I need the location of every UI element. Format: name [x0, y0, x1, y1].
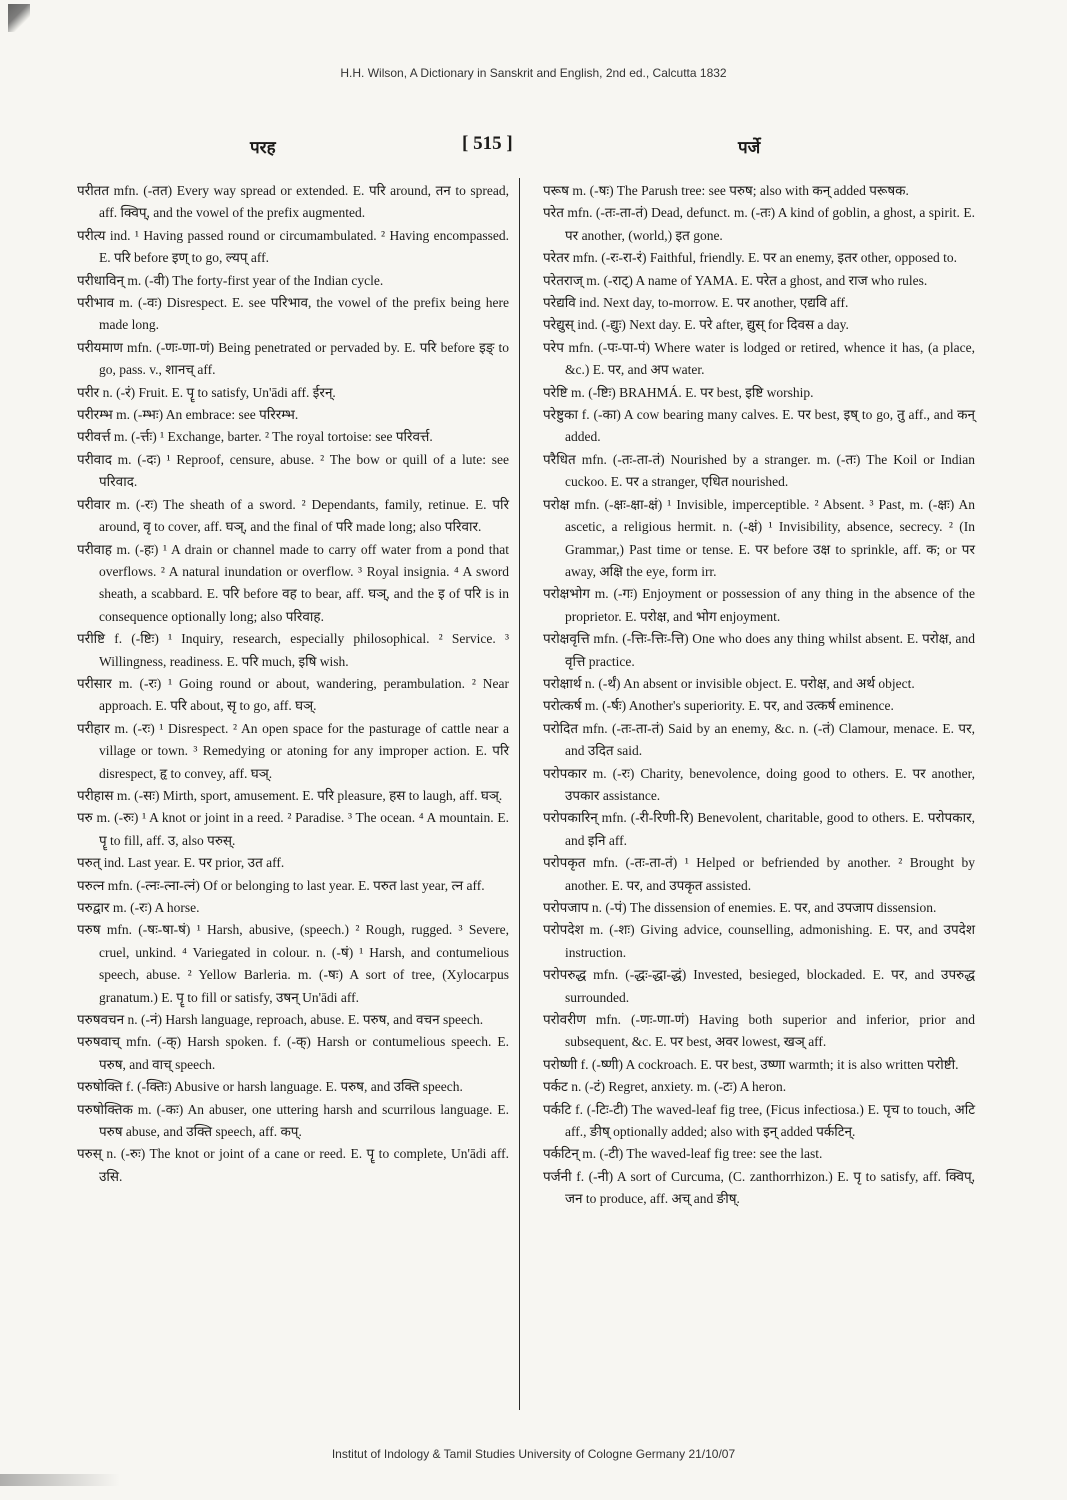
- dictionary-entry: पर्कटिन् m. (-टी) The waved-leaf fig tree: see the last.: [543, 1146, 823, 1162]
- dictionary-entry: परोष्णी f. (-ष्णी) A cockroach. E. पर best, उष्णा warmth; it is also written परोष्टी.: [543, 1056, 959, 1072]
- dictionary-entry: परुद्वार m. (-रः) A horse.: [77, 900, 200, 915]
- dictionary-entry: परेष्टि m. (-ष्टिः) BRAHMÁ. E. पर best, इष्टि worship.: [543, 384, 814, 400]
- dictionary-entry: परोक्षवृत्ति mfn. (-त्तिः-त्तिः-त्ति) One who does any thing whilst absent. E. परोक्ष, and वृत्ति practice.: [543, 631, 975, 669]
- dictionary-entry: परुषवाच् mfn. (-क्) Harsh spoken. f. (-क्) Harsh or contumelious speech. E. परुष, and वाच् speech.: [77, 1034, 509, 1072]
- dictionary-entry: परोक्षभोग m. (-गः) Enjoyment or possession of any thing in the absence of the proprietor. E. परोक्ष, and भोग enjoyment.: [543, 586, 975, 624]
- dictionary-entry: परीर n. (-रं) Fruit. E. पॄ to satisfy, Un'ādi aff. ईरन्.: [77, 384, 336, 400]
- dictionary-entry: परीष्टि f. (-ष्टिः) ¹ Inquiry, research, especially philosophical. ² Service. ³ Willingness, readiness. E. परि much, इषि wish.: [77, 631, 509, 669]
- header-right-word: पर्जे: [738, 138, 761, 157]
- dictionary-entry: परीतत mfn. (-तत) Every way spread or extended. E. परि around, तन to spread, aff. क्विप्, and the vowel of the prefix augmented.: [77, 183, 509, 221]
- left-column: [77, 180, 509, 1188]
- dictionary-entry: परीसार m. (-रः) ¹ Going round or about, wandering, perambulation. ² Near approach. E. परि about, सृ to go, aff. घञ्.: [77, 675, 509, 714]
- dictionary-entry: परूष m. (-षः) The Parush tree: see परुष; also with कन् added परूषक.: [543, 183, 909, 198]
- dictionary-entry: परोपदेश m. (-शः) Giving advice, counselling, admonishing. E. पर, and उपदेश instruction.: [543, 922, 975, 960]
- dictionary-entry: परीहार m. (-रः) ¹ Disrespect. ² An open space for the pasturage of cattle near a village or town. ³ Remedying or atoning for any improper action. E. परि disrespect, हृ to convey, aff. घञ्.: [77, 720, 509, 781]
- dictionary-entry: पर्कटि f. (-टिः-टी) The waved-leaf fig tree, (Ficus infectiosa.) E. पृच to touch, अटि aff., ङीष् optionally added; also with इन् added पर्कटिन्.: [543, 1101, 975, 1140]
- right-column: [543, 180, 975, 1211]
- footer-caption: Institut of Indology & Tamil Studies University of Cologne Germany 21/10/07: [331, 1447, 736, 1461]
- dictionary-entry: परोपरुद्ध mfn. (-द्धः-द्धा-द्धं) Invested, besieged, blockaded. E. पर, and उपरुद्ध surrounded.: [543, 967, 975, 1005]
- dictionary-entry: परुष mfn. (-षः-षा-षं) ¹ Harsh, abusive, (speech.) ² Rough, rugged. ³ Severe, cruel, unkind. ⁴ Variegated in colour. n. (-षं) ¹ Harsh, and contumelious speech, abuse. ² Yellow Barleria. m. (-षः) A sort of tree, (Xylocarpus granatum.) E. पॄ to fill or satisfy, उषन् Un'ādi aff.: [77, 922, 509, 1005]
- dictionary-entry: परोवरीण mfn. (-णः-णा-णं) Having both superior and inferior, prior and subsequent, &c. E. पर best, अवर lowest, खञ् aff.: [543, 1012, 975, 1050]
- scan-artifact-edge: [0, 1474, 120, 1486]
- dictionary-entry: परैधित mfn. (-तः-ता-तं) Nourished by a stranger. m. (-तः) The Koil or Indian cuckoo. E. पर a stranger, एधित nourished.: [543, 451, 975, 490]
- dictionary-entry: परोक्ष mfn. (-क्षः-क्षा-क्षं) ¹ Invisible, imperceptible. ² Absent. ³ Past, m. (-क्षः) An ascetic, a religious hermit. n. (-क्षं) ¹ Invisibility, absence, secrecy. ² (In Grammar,) Past time or tense. E. पर before उक्ष to sprinkle, aff. क; or पर away, अक्षि the eye, form irr.: [543, 496, 975, 579]
- dictionary-entry: परीत्य ind. ¹ Having passed round or circumambulated. ² Having encompassed. E. परि before इण् to go, ल्यप् aff.: [77, 227, 509, 266]
- column-divider: [519, 178, 520, 1410]
- dictionary-entry: परीरम्भ m. (-म्भः) An embrace: see परिरम्भ.: [77, 407, 299, 423]
- dictionary-entry: परीवार m. (-रः) The sheath of a sword. ² Dependants, family, retinue. E. परि around, वृ to cover, aff. घञ्, and the final of परि made long; also परिवार.: [77, 496, 509, 535]
- dictionary-entry: परुत् ind. Last year. E. पर prior, उत aff.: [77, 855, 285, 871]
- dictionary-entry: परेप mfn. (-पः-पा-पं) Where water is lodged or retired, whence it has, (a place, &c.) E. पर, and अप water.: [543, 339, 975, 378]
- dictionary-entry: परोक्षार्थ n. (-र्थं) An absent or invisible object. E. परोक्ष, and अर्थ object.: [543, 675, 915, 691]
- dictionary-entry: परीवाद m. (-दः) ¹ Reproof, censure, abuse. ² The bow or quill of a lute: see परिवाद.: [77, 451, 509, 490]
- dictionary-entry: परीधाविन् m. (-वी) The forty-first year of the Indian cycle.: [77, 272, 384, 288]
- dictionary-entry: परीवाह m. (-हः) ¹ A drain or channel made to carry off water from a pond that overflows. ² A natural inundation or overflow. ³ Royal insignia. ⁴ A sword sheath, a scabbard. E. परि before वह to bear, aff. घञ्, and the इ of परि is in consequence optionally long; also परिवाह.: [77, 541, 509, 624]
- dictionary-entry: परीवर्त्त m. (-र्त्तः) ¹ Exchange, barter. ² The royal tortoise: see परिवर्त्त.: [77, 429, 433, 445]
- dictionary-entry: परेतर mfn. (-रः-रा-रं) Faithful, friendly. E. पर an enemy, इतर other, opposed to.: [543, 250, 957, 266]
- dictionary-entry: परोदित mfn. (-तः-ता-तं) Said by an enemy, &c. n. (-तं) Clamour, menace. E. पर, and उदित said.: [543, 720, 975, 759]
- dictionary-entry: परीभाव m. (-वः) Disrespect. E. see परिभाव, the vowel of the prefix being here made long.: [77, 295, 509, 333]
- dictionary-entry: परोपजाप n. (-पं) The dissension of enemies. E. पर, and उपजाप dissension.: [543, 900, 937, 915]
- dictionary-entry: परुषोक्ति f. (-क्तिः) Abusive or harsh language. E. परुष, and उक्ति speech.: [77, 1079, 463, 1095]
- dictionary-entry: परोत्कर्ष m. (-र्षः) Another's superiority. E. पर, and उत्कर्ष eminence.: [543, 698, 894, 714]
- dictionary-entry: परोपकारिन् mfn. (-री-रिणी-रि) Benevolent, charitable, good to others. E. परोपकार, and इनि aff.: [543, 810, 975, 848]
- dictionary-entry: परेतराज् m. (-राट्) A name of YAMA. E. परेत a ghost, and राज who rules.: [543, 272, 928, 288]
- dictionary-entry: परुत्न mfn. (-त्नः-त्ना-त्नं) Of or belonging to last year. E. परुत last year, त्न aff.: [77, 877, 485, 893]
- dictionary-entry: परेत mfn. (-तः-ता-तं) Dead, defunct. m. (-तः) A kind of goblin, a ghost, a spirit. E. पर another, (world,) इत gone.: [543, 205, 975, 243]
- source-caption: H.H. Wilson, A Dictionary in Sanskrit and English, 2nd ed., Calcutta 1832: [340, 66, 727, 80]
- dictionary-entry: परेष्टुका f. (-का) A cow bearing many calves. E. पर best, इष् to go, तु aff., and कन् added.: [543, 407, 975, 445]
- dictionary-entry: परेद्युस् ind. (-द्युः) Next day. E. परे after, द्युस् for दिवस a day.: [543, 317, 849, 333]
- dictionary-entry: परुस् n. (-रुः) The knot or joint of a cane or reed. E. पॄ to complete, Un'ādi aff. उसि.: [77, 1146, 509, 1184]
- dictionary-entry: परेद्यवि ind. Next day, to-morrow. E. पर another, एद्यवि aff.: [543, 295, 849, 311]
- dictionary-entry: परीहास m. (-सः) Mirth, sport, amusement. E. परि pleasure, हस to laugh, aff. घञ्.: [77, 787, 503, 803]
- page-number: [ 515 ]: [462, 133, 513, 154]
- dictionary-entry: पर्कट n. (-टं) Regret, anxiety. m. (-टः) A heron.: [543, 1079, 787, 1095]
- dictionary-entry: परीयमाण mfn. (-णः-णा-णं) Being penetrated or pervaded by. E. परि before इङ् to go, pass. v., शानच् aff.: [77, 339, 509, 378]
- dictionary-entry: पर्जनी f. (-नी) A sort of Curcuma, (C. zanthorrhizon.) E. पृ to satisfy, aff. क्विप्, जन to produce, aff. अच् and ङीष्.: [543, 1168, 975, 1207]
- scan-artifact-mark: [8, 4, 30, 32]
- dictionary-entry: परुषवचन n. (-नं) Harsh language, reproach, abuse. E. परुष, and वचन speech.: [77, 1012, 484, 1028]
- header-left-word: परह: [250, 138, 276, 157]
- dictionary-entry: परु m. (-रुः) ¹ A knot or joint in a reed. ² Paradise. ³ The ocean. ⁴ A mountain. E. पॄ to fill, aff. उ, also परुस्.: [77, 810, 509, 848]
- page-header: [0, 133, 1067, 163]
- dictionary-entry: परोपकृत mfn. (-तः-ता-तं) ¹ Helped or befriended by another. ² Brought by another. E. पर, and उपकृत assisted.: [543, 855, 975, 893]
- dictionary-entry: परोपकार m. (-रः) Charity, benevolence, doing good to others. E. पर another, उपकार assistance.: [543, 765, 975, 803]
- dictionary-entry: परुषोक्तिक m. (-कः) An abuser, one uttering harsh and scurrilous language. E. परुष abuse, and उक्ति speech, aff. कप्.: [77, 1101, 509, 1140]
